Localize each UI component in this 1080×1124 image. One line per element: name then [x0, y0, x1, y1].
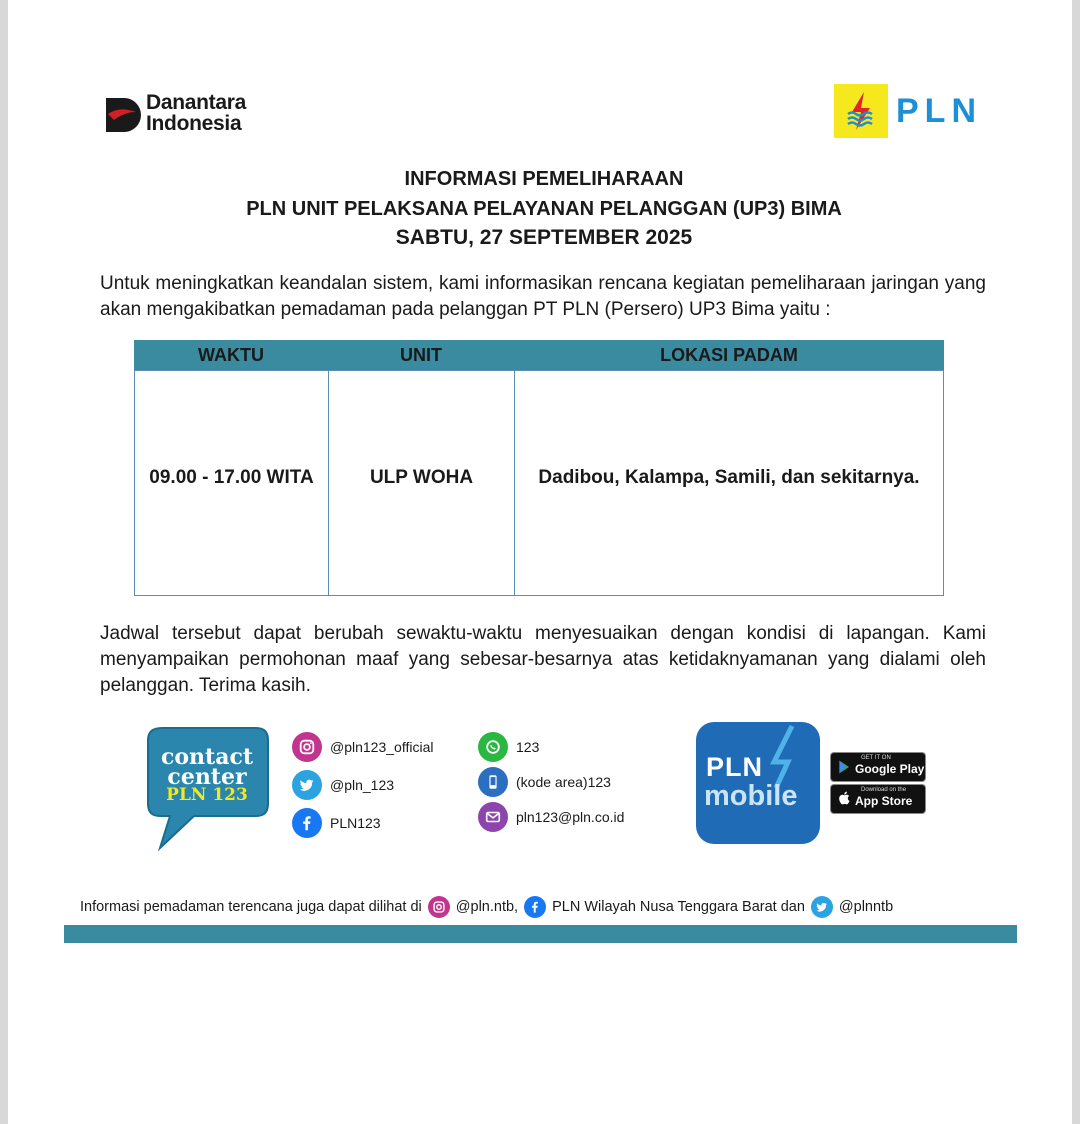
- footer-instagram[interactable]: @pln.ntb,: [455, 899, 519, 915]
- social-facebook[interactable]: [292, 807, 381, 839]
- phone-number: (kode area)123: [516, 774, 611, 790]
- contact-whatsapp[interactable]: [478, 731, 539, 763]
- twitter-handle: @pln_123: [330, 777, 395, 793]
- apple-icon: [837, 790, 853, 806]
- pln-logo-square: [834, 84, 888, 138]
- cell-waktu: 09.00 - 17.00 WITA: [149, 467, 314, 488]
- contact-phone[interactable]: [478, 766, 611, 798]
- announcement-sheet: [8, 0, 1072, 1124]
- contact-center-line2: center: [167, 764, 247, 790]
- contact-center-logo: [142, 722, 272, 852]
- danantara-line1: Danantara: [146, 91, 247, 114]
- pln-logo: [834, 84, 994, 138]
- email-icon: [478, 802, 508, 832]
- danantara-wordmark: [146, 92, 246, 134]
- social-instagram[interactable]: [292, 731, 433, 763]
- pln-mobile-line2: mobile: [704, 780, 798, 812]
- facebook-icon: [524, 896, 546, 918]
- pln-mobile-app-icon[interactable]: [696, 722, 820, 844]
- danantara-line2: Indonesia: [146, 112, 242, 135]
- instagram-icon: [428, 896, 450, 918]
- app-store-small: Download on the: [861, 787, 907, 793]
- facebook-icon: [292, 808, 322, 838]
- app-store-label: App Store: [855, 794, 913, 808]
- google-play-icon: [837, 759, 853, 775]
- footer-facebook[interactable]: PLN Wilayah Nusa Tenggara Barat dan: [552, 899, 805, 915]
- contact-center-line3: PLN 123: [166, 785, 248, 805]
- facebook-handle: PLN123: [330, 815, 381, 831]
- intro-paragraph: Untuk meningkatkan keandalan sistem, kami informasikan rencana kegiatan pemeliharaan jaringan yang akan mengakibatkan pemadaman pada pelanggan PT PLN (Persero) UP3 Bima yaitu :: [100, 273, 986, 320]
- whatsapp-number: 123: [516, 739, 540, 755]
- danantara-logo: [106, 92, 306, 138]
- phone-icon: [478, 767, 508, 797]
- footer-bar: [64, 925, 1017, 943]
- contact-email[interactable]: [478, 801, 624, 833]
- header-lokasi: LOKASI PADAM: [660, 345, 798, 365]
- whatsapp-icon: [478, 732, 508, 762]
- title-date: SABTU, 27 SEPTEMBER 2025: [395, 226, 693, 249]
- closing-paragraph: Jadwal tersebut dapat berubah sewaktu-waktu menyesuaikan dengan kondisi di lapangan. Kami menyampaikan permohonan maaf yang sebesar-besarnya atas ketidaknyamanan yang dialami oleh pelanggan. Terima kasih.: [100, 623, 986, 696]
- pln-wordmark: PLN: [896, 92, 982, 130]
- google-play-label: Google Play: [855, 762, 925, 776]
- twitter-icon: [811, 896, 833, 918]
- outage-table: [134, 340, 944, 596]
- cell-lokasi: Dadibou, Kalampa, Samili, dan sekitarnya.: [538, 467, 920, 488]
- pln-mobile-line1: PLN: [706, 752, 763, 782]
- header-unit: UNIT: [400, 345, 442, 365]
- header-waktu: WAKTU: [198, 345, 264, 365]
- social-twitter[interactable]: [292, 769, 394, 801]
- danantara-mark-icon: [106, 96, 144, 134]
- table-header: [134, 340, 944, 370]
- table-row: [134, 370, 944, 596]
- google-play-badge[interactable]: [830, 752, 926, 782]
- email-address: pln123@pln.co.id: [516, 809, 625, 825]
- instagram-icon: [292, 732, 322, 762]
- footer-twitter[interactable]: @plnntb: [838, 899, 894, 915]
- google-play-small: GET IT ON: [861, 755, 891, 761]
- footer-info: [80, 893, 1040, 921]
- instagram-handle: @pln123_official: [330, 739, 434, 755]
- title-line1: INFORMASI PEMELIHARAAN: [404, 168, 684, 190]
- twitter-icon: [292, 770, 322, 800]
- cell-unit: ULP WOHA: [369, 467, 474, 488]
- contact-center-line1: contact: [160, 744, 254, 770]
- lightning-icon: [834, 84, 888, 138]
- app-store-badge[interactable]: [830, 784, 926, 814]
- footer-prefix: Informasi pemadaman terencana juga dapat dilihat di: [80, 899, 422, 915]
- title-line2: PLN UNIT PELAKSANA PELAYANAN PELANGGAN (UP3) BIMA: [246, 198, 842, 220]
